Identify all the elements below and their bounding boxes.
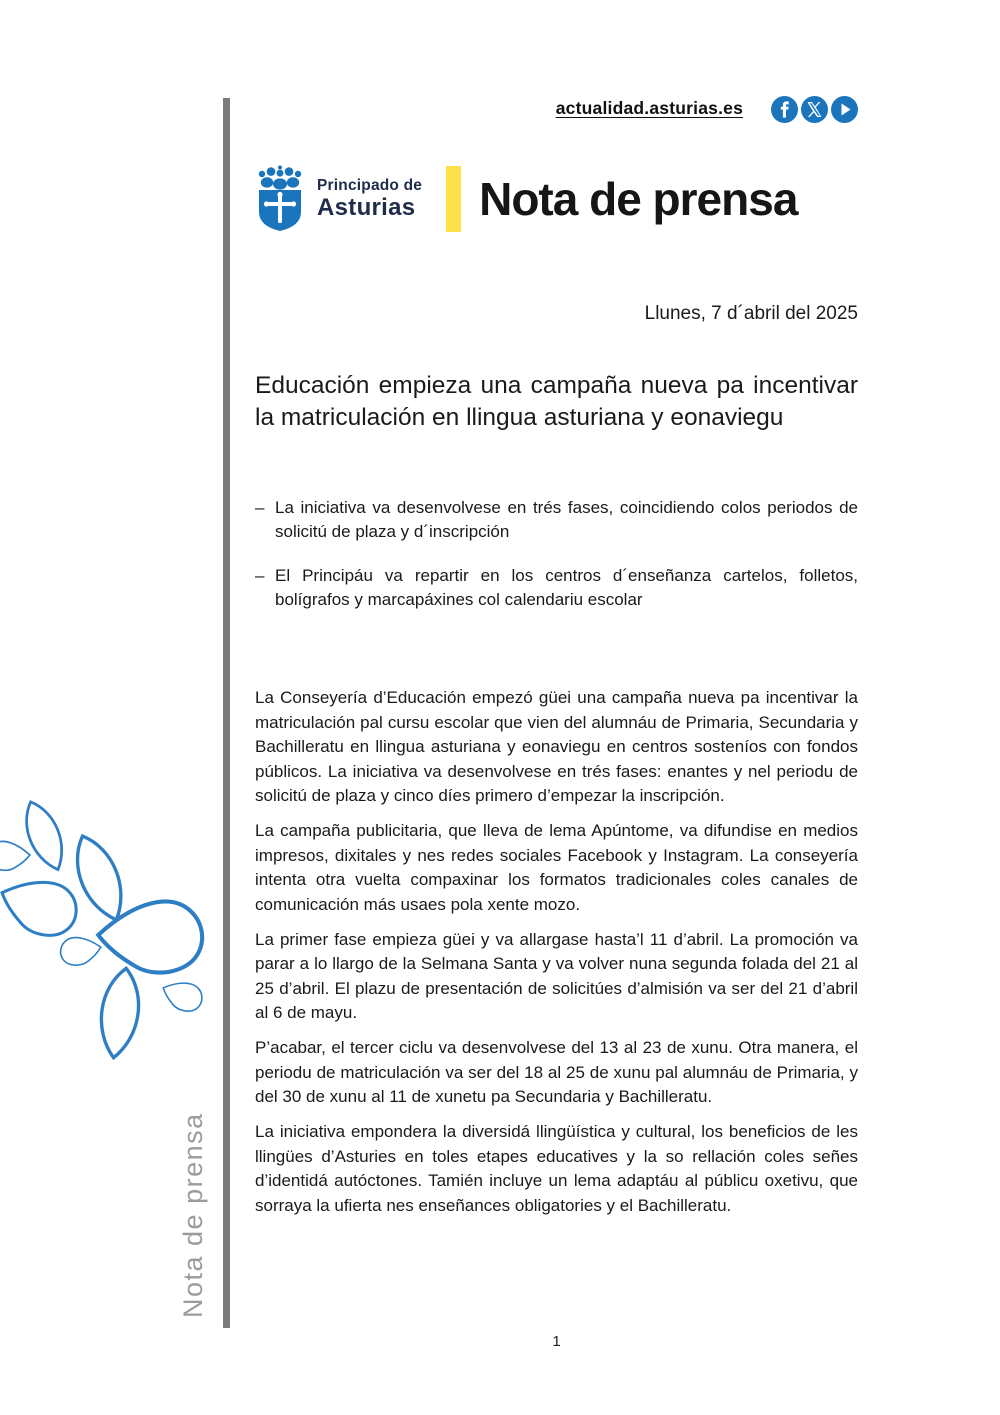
asturias-crest-icon [255,164,305,234]
paragraph: La iniciativa empondera la diversidá llingüística y cultural, los beneficios de les llingües d’Asturies en toles etapes educatives y la so rellación coles señes d’identidá autóctones. Tamién incluye un lema adaptáu al públicu oxetivu, que sorraya la ufierta nes enseñances obligatories y el Bachilleratu. [255,1122,858,1215]
site-link[interactable]: actualidad.asturias.es [555,98,743,118]
leaf-flower-decoration [0,793,205,1063]
page-header [255,96,858,126]
summary-bullets [255,496,858,632]
bullet-dash: – [255,498,265,517]
play-icon[interactable] [831,96,858,123]
paragraph: La campaña publicitaria, que lleva de lema Apúntome, va difundise en medios impresos, dixitales y nes redes sociales Facebook y Instagram. La conseyería intenta otra vuelta compaxinar los formatos tradicionales coles canales de comunicación más usaes pola xente mozo. [255,821,858,914]
paragraph: P’acabar, el tercer ciclu va desenvolvese del 13 al 23 de xunu. Otra manera, el periodu de matriculación va ser del 18 al 25 de xunu pal alumnáu de Primaria, y del 30 de xunu al 11 de xunetu pa Secundaria y Bachilleratu. [255,1038,858,1106]
paragraph: La primer fase empieza güei y va allargase hasta’l 11 d’abril. La promoción va parar a lo llargo de la Selmana Santa y va volver nuna segunda folada del 21 al 25 d’abril. El plazu de presentación de solicitúes d’almisión va ser del 21 d’abril al 6 de mayu. [255,929,858,1022]
sidebar-vertical-rule [223,98,230,1328]
page-number: 1 [552,1333,561,1350]
article-body [255,686,858,1229]
document-type-title: Nota de prensa [479,173,798,225]
x-twitter-icon[interactable] [801,96,828,123]
sidebar-watermark-text: Nota de prensa [178,1112,208,1318]
bullet-text: El Principáu va repartir en los centros d´enseñanza cartelos, folletos, bolígrafos y marcapáxines col calendariu escolar [275,566,858,609]
bullet-dash: – [255,566,265,585]
list-item [255,564,858,612]
yellow-divider-bar [446,166,461,232]
facebook-icon[interactable] [771,96,798,123]
date-line: Llunes, 7 d´abril del 2025 [644,303,858,324]
list-item [255,496,858,544]
org-name-line1: Principado de [317,177,423,195]
brand-row [255,160,858,238]
social-icons [771,96,858,123]
bullet-text: La iniciativa va desenvolvese en trés fases, coincidiendo colos periodos de solicitú de plaza y d´inscripción [275,498,858,541]
org-name-line2: Asturias [317,193,416,221]
paragraph: La Conseyería d’Educación empezó güei una campaña nueva pa incentivar la matriculación pal cursu escolar que vien del alumnáu de Primaria, Secundaria y Bachilleratu en llingua asturiana y eonaviegu en centros sosteníos con fondos públicos. La iniciativa va desenvolvese en trés fases: enantes y nel periodu de solicitú de plaza y cinco díes primero d’empezar la inscripción. [255,688,858,805]
headline: Educación empieza una campaña nueva pa incentivar la matriculación en llingua asturiana y eonaviegu [255,372,858,431]
org-name [317,178,422,220]
